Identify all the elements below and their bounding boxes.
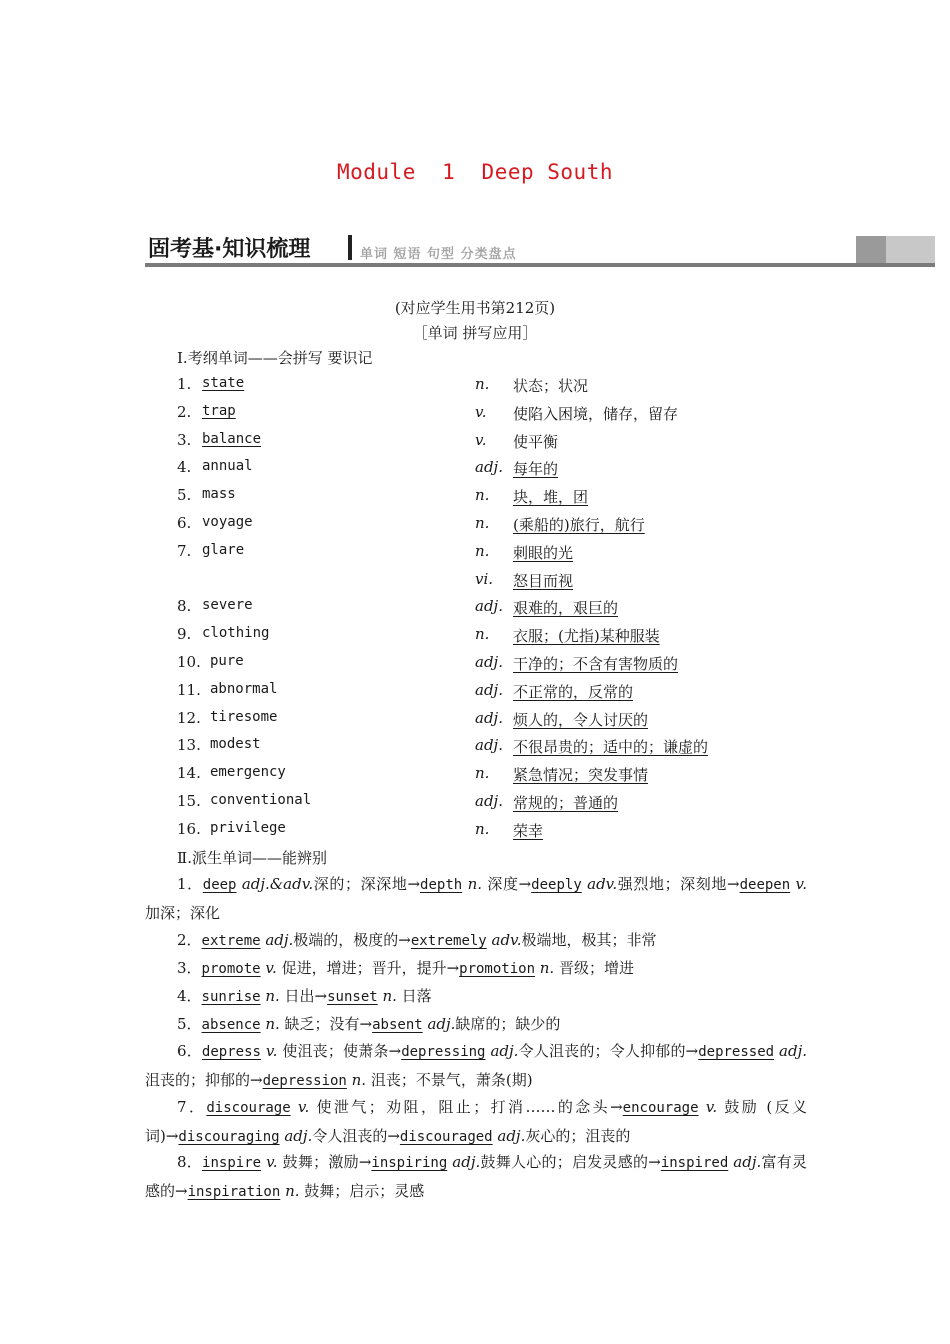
answer-word: discourage	[206, 1100, 291, 1116]
vocab-meaning: 衣服；(尤指)某种服装	[513, 627, 660, 646]
vocab-row	[0, 431, 950, 455]
item-number: 13.	[177, 736, 201, 755]
vocab-meaning: 干净的；不含有害物质的	[513, 655, 679, 673]
item-number: 11.	[177, 680, 201, 699]
pos-label: v.	[290, 1098, 310, 1116]
vocab-meaning: 不很昂贵的；适中的；谦虚的	[513, 738, 709, 757]
pos-label: v.	[261, 1153, 278, 1171]
meaning: 令人沮丧的→	[312, 1127, 400, 1145]
derivative-3	[145, 954, 807, 983]
item-number: 7．	[177, 1098, 207, 1116]
meaning: 鼓舞人心的；启发灵感的→	[480, 1153, 661, 1171]
meaning: 鼓励 (反义词)→	[145, 1098, 808, 1145]
item-number: 16.	[177, 819, 201, 838]
item-number: 2.	[177, 402, 192, 421]
vocab-meaning: 使陷入困境，储存，留存	[513, 404, 679, 423]
vocab-meaning: 不正常的，反常的	[513, 682, 634, 701]
derivative-2	[145, 926, 807, 955]
vocab-row	[0, 764, 950, 788]
meaning: 晋级；增进	[554, 959, 634, 977]
vocab-row	[0, 486, 950, 510]
module-title: Module 1 Deep South	[336, 160, 613, 184]
pos-label: adj.	[422, 1015, 456, 1033]
derivative-4	[145, 982, 807, 1011]
item-number: 4．	[177, 987, 202, 1005]
vocab-word: voyage	[202, 514, 253, 530]
pos-label: adj.	[447, 1153, 481, 1171]
meaning: 使沮丧；使萧条→	[277, 1042, 402, 1060]
pos-label: adj.	[475, 458, 503, 477]
meaning: 缺乏；没有→	[279, 1015, 373, 1033]
vocab-word: tiresome	[210, 708, 278, 725]
item-number: 1.	[177, 375, 192, 393]
vocab-meaning: 烦人的，令人讨厌的	[513, 710, 649, 729]
pos-label: n.	[280, 1182, 300, 1200]
pos-label: adv.	[486, 931, 522, 949]
vocab-row	[0, 597, 950, 621]
pos-label: v.	[475, 430, 487, 449]
meaning: 深度→	[482, 875, 532, 893]
vocab-row	[0, 653, 950, 677]
vocab-word: mass	[202, 486, 236, 503]
vocab-word: trap	[202, 402, 236, 419]
pos-label: n.	[475, 625, 490, 644]
answer-word: discouraged	[399, 1129, 493, 1145]
vocab-meaning: 状态；状况	[513, 377, 589, 395]
section-banner	[145, 232, 935, 268]
meaning: 沮丧；不景气，萧条(期)	[366, 1071, 533, 1089]
pos-label: v.	[790, 875, 808, 893]
derivative-5	[145, 1010, 807, 1039]
vocab-word: modest	[210, 736, 261, 753]
pos-label: n.	[475, 375, 490, 393]
meaning: 灰心的；沮丧的	[525, 1127, 631, 1145]
item-number: 3．	[177, 959, 202, 977]
meaning: 促进，增进；晋升，提升→	[276, 959, 460, 977]
vocab-meaning: 常规的；普通的	[513, 794, 619, 812]
pos-label: adj.	[475, 653, 503, 671]
vocab-row	[0, 542, 950, 566]
vocab-row	[0, 570, 950, 594]
vocab-meaning: 使平衡	[513, 432, 559, 451]
answer-word: sunrise	[201, 989, 261, 1005]
vocab-row	[0, 514, 950, 538]
vocab-word: glare	[202, 541, 245, 558]
banner-rule	[145, 263, 935, 267]
vocab-meaning: 紧急情况；突发事情	[513, 766, 649, 785]
vocab-word: clothing	[202, 625, 270, 642]
pos-label: n.	[260, 987, 280, 1005]
vocab-word: state	[202, 375, 245, 391]
item-number: 6．	[177, 1042, 202, 1060]
pos-label: adj.&adv.	[236, 875, 314, 893]
answer-word: inspired	[660, 1155, 729, 1171]
vocab-word: severe	[202, 597, 253, 614]
vocab-meaning: 艰难的，艰巨的	[513, 599, 619, 618]
vocab-meaning: 刺眼的光	[513, 543, 574, 562]
pos-label: adj.	[475, 597, 503, 616]
pos-label: n.	[475, 514, 490, 532]
answer-word: discouraging	[178, 1129, 280, 1145]
meaning: 极端地，极其；非常	[521, 931, 657, 949]
answer-word: extreme	[201, 933, 261, 949]
vocab-row	[0, 820, 950, 844]
item-number: 10.	[177, 653, 201, 671]
item-number: 5．	[177, 1015, 202, 1033]
pos-label: vi.	[475, 569, 494, 588]
banner-divider	[348, 235, 352, 260]
item-number: 1．	[177, 875, 203, 893]
pos-label: v.	[475, 402, 487, 421]
meaning: 加深；深化	[145, 904, 221, 922]
pos-label: n.	[346, 1071, 367, 1089]
meaning: 强烈地；深刻地→	[617, 875, 740, 893]
derivative-6	[145, 1037, 807, 1095]
pos-label: adj.	[475, 708, 503, 727]
item-number: 14.	[177, 764, 201, 783]
pos-label: adj.	[774, 1042, 807, 1060]
vocab-meaning: 块，堆，团	[513, 488, 589, 507]
pos-label: adj.	[485, 1042, 519, 1060]
banner-title: 固考基·知识梳理	[148, 237, 311, 262]
vocab-row	[0, 625, 950, 649]
meaning: 富有灵感的→	[145, 1153, 807, 1200]
answer-word: deepen	[739, 877, 791, 893]
item-number: 12.	[177, 708, 201, 727]
pos-label: adj.	[475, 792, 503, 810]
pos-label: adj.	[492, 1127, 526, 1145]
banner-block-light	[886, 236, 935, 263]
pos-label: v.	[260, 959, 277, 977]
vocab-meaning: 每年的	[513, 460, 559, 479]
vocab-word: abnormal	[210, 680, 278, 697]
vocab-row	[0, 681, 950, 705]
pos-label: adj.	[475, 736, 503, 755]
pos-label: n.	[377, 987, 397, 1005]
item-number: 7.	[177, 541, 192, 560]
answer-word: inspiration	[187, 1184, 281, 1200]
pos-label: v.	[260, 1042, 278, 1060]
sub-heading: ［单词 拼写应用］	[412, 324, 538, 342]
pos-label: n.	[260, 1015, 280, 1033]
pos-label: adj.	[728, 1153, 762, 1171]
item-number: 9.	[177, 625, 192, 644]
answer-word: depressing	[401, 1044, 486, 1060]
section2-heading: Ⅱ.派生单词——能辨别	[177, 849, 327, 867]
vocab-row	[0, 709, 950, 733]
meaning: 极端的，极度的→	[293, 931, 411, 949]
vocab-row	[0, 403, 950, 427]
derivative-7	[145, 1093, 807, 1151]
pos-label: v.	[698, 1098, 718, 1116]
meaning: 日落	[396, 987, 432, 1005]
answer-word: inspiring	[371, 1155, 448, 1171]
banner-block-dark	[856, 236, 886, 263]
vocab-meaning: 怒目而视	[513, 571, 574, 590]
banner-subtitle: 单词 短语 句型 分类盘点	[360, 247, 517, 262]
answer-word: absent	[372, 1017, 423, 1033]
pos-label: n.	[475, 819, 490, 838]
meaning: 缺席的；缺少的	[455, 1015, 561, 1033]
answer-word: sunset	[327, 989, 378, 1005]
derivative-1	[145, 870, 807, 927]
vocab-word: annual	[202, 458, 253, 475]
answer-word: inspire	[202, 1155, 262, 1171]
pos-label: n.	[475, 486, 490, 505]
pos-label: n.	[475, 541, 490, 560]
pos-label: n.	[462, 875, 482, 893]
vocab-word: pure	[210, 653, 244, 669]
vocab-row	[0, 375, 950, 399]
answer-word: absence	[201, 1017, 261, 1033]
answer-word: depressed	[698, 1044, 775, 1060]
section1-heading: Ⅰ.考纲单词——会拼写 要识记	[177, 349, 373, 367]
answer-word: extremely	[410, 933, 487, 949]
vocab-meaning: 荣幸	[513, 821, 544, 840]
pos-label: n.	[475, 764, 490, 783]
pos-label: adj.	[260, 931, 294, 949]
derivative-8	[145, 1148, 807, 1206]
vocab-row	[0, 736, 950, 760]
page-reference: (对应学生用书第212页)	[394, 299, 556, 317]
item-number: 6.	[177, 514, 192, 532]
vocab-row	[0, 458, 950, 482]
meaning: 鼓舞；启示；灵感	[299, 1182, 425, 1200]
pos-label: n.	[535, 959, 555, 977]
pos-label: adj.	[279, 1127, 313, 1145]
vocab-word: emergency	[210, 764, 286, 781]
answer-word: deeply	[531, 877, 582, 893]
meaning: 令人沮丧的；令人抑郁的→	[518, 1042, 699, 1060]
pos-label: adv.	[581, 875, 618, 893]
meaning: 鼓舞；激励→	[277, 1153, 372, 1171]
answer-word: encourage	[622, 1100, 699, 1116]
meaning: 日出→	[279, 987, 328, 1005]
item-number: 8．	[177, 1153, 203, 1171]
answer-word: depress	[201, 1044, 261, 1060]
answer-word: depression	[262, 1073, 347, 1089]
answer-word: depth	[420, 877, 463, 893]
answer-word: promotion	[459, 961, 535, 977]
answer-word: promote	[201, 961, 261, 977]
meaning: 深的；深深地→	[313, 875, 421, 893]
item-number: 4.	[177, 458, 192, 477]
answer-word: deep	[202, 877, 237, 893]
meaning: 使泄气；劝阻，阻止；打消……的念头→	[309, 1098, 623, 1116]
vocab-row	[0, 792, 950, 816]
vocab-meaning: (乘船的)旅行，航行	[513, 516, 645, 534]
item-number: 15.	[177, 792, 201, 810]
item-number: 5.	[177, 486, 192, 505]
item-number: 2．	[177, 931, 202, 949]
vocab-word: privilege	[210, 819, 286, 836]
vocab-word: balance	[202, 430, 262, 447]
pos-label: adj.	[475, 680, 503, 699]
item-number: 3.	[177, 430, 192, 449]
item-number: 8.	[177, 597, 192, 616]
meaning: 沮丧的；抑郁的→	[145, 1071, 263, 1089]
vocab-word: conventional	[210, 792, 312, 808]
